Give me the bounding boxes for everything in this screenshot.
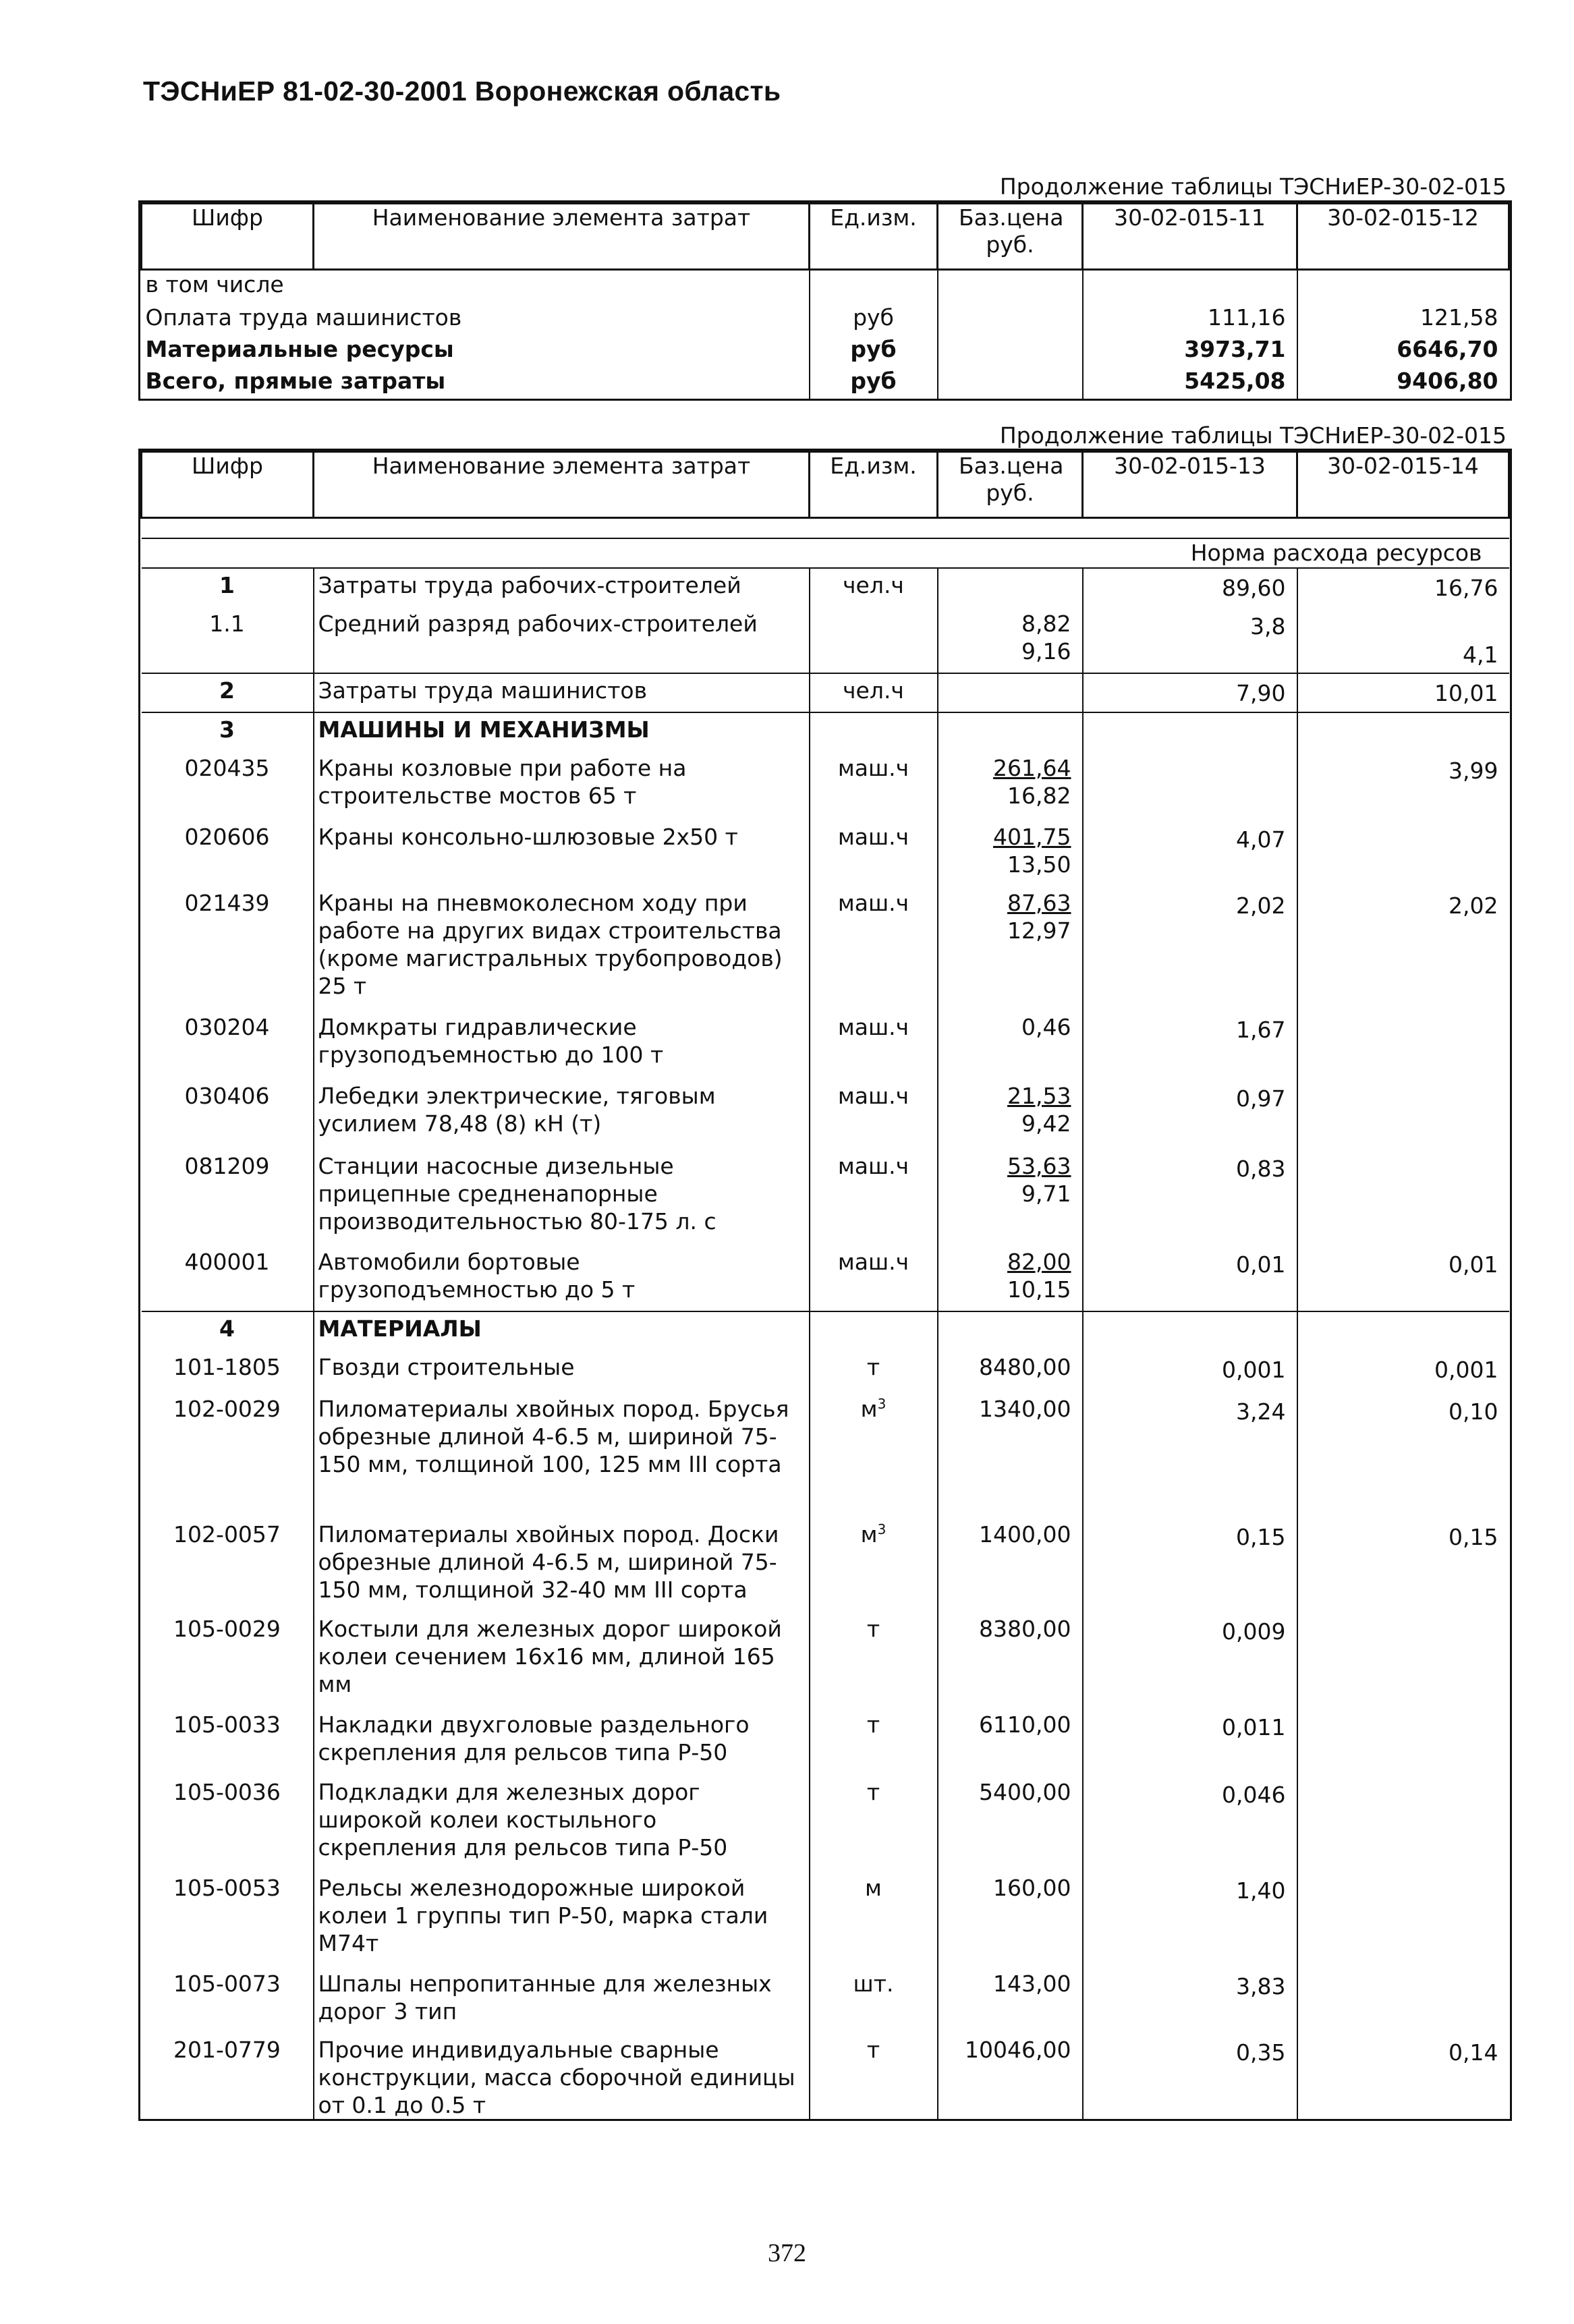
unit-cell — [810, 1311, 938, 1351]
price-cell — [938, 752, 1083, 820]
price-value: 21,53 — [1007, 1082, 1071, 1109]
norm-value — [1297, 1708, 1509, 1776]
header-row — [142, 452, 1509, 518]
row-name: Затраты труда рабочих-строителей — [314, 568, 810, 607]
norm-value: 7,90 — [1083, 673, 1297, 712]
table-row — [142, 820, 1509, 886]
norm-value — [1297, 1079, 1509, 1150]
table-row — [142, 886, 1509, 1011]
column-header: Ед.изм. — [810, 452, 938, 518]
norm-value: 2,02 — [1297, 886, 1509, 1011]
norm-value: 0,35 — [1083, 2033, 1297, 2119]
row-code: 105-0033 — [173, 1711, 281, 1738]
unit-text: шт. — [853, 1970, 894, 1997]
price-cell — [938, 270, 1083, 304]
row-name: Краны консольно-шлюзовые 2х50 т — [314, 820, 810, 886]
row-code: 020606 — [184, 823, 270, 850]
table1-caption: Продолжение таблицы ТЭСНиЕР-30-02-015 — [999, 173, 1507, 200]
value-cell: 5425,08 — [1083, 367, 1297, 399]
price-value: 87,63 — [1007, 889, 1071, 916]
norm-value: 0,009 — [1083, 1612, 1297, 1708]
table-row — [142, 712, 1509, 752]
unit-text: т — [866, 2036, 880, 2063]
unit-cell — [810, 752, 938, 820]
unit-cell — [810, 607, 938, 673]
unit-cell — [810, 1708, 938, 1776]
unit-cell — [810, 1776, 938, 1871]
row-code: 030204 — [184, 1013, 270, 1040]
norm-value: 0,01 — [1297, 1245, 1509, 1311]
row-code: 102-0057 — [173, 1521, 281, 1548]
unit-cell — [810, 1392, 938, 1518]
price-cell — [938, 673, 1083, 712]
price-secondary: 10,15 — [1007, 1276, 1071, 1303]
column-header: Баз.цена руб. — [938, 204, 1083, 270]
unit-text: маш.ч — [837, 1248, 909, 1275]
table-row — [142, 1518, 1509, 1612]
table-row — [142, 1708, 1509, 1776]
unit-text: чел.ч — [843, 677, 904, 704]
price-cell — [938, 712, 1083, 752]
page-number: 372 — [768, 2239, 806, 2267]
price-value: 6110,00 — [979, 1711, 1071, 1738]
value-cell: 9406,80 — [1297, 367, 1509, 399]
price-cell — [938, 1967, 1083, 2033]
unit-text: т — [866, 1711, 880, 1738]
unit-text: маш.ч — [837, 1152, 909, 1179]
unit-cell — [810, 820, 938, 886]
norm-value: 0,046 — [1083, 1776, 1297, 1871]
unit-cell — [810, 673, 938, 712]
row-name: Лебедки электрические, тяговым усилием 78,48 (8) кН (т) — [314, 1079, 810, 1150]
norm-value: 0,15 — [1083, 1518, 1297, 1612]
price-value: 1340,00 — [979, 1395, 1071, 1422]
table-row — [142, 1150, 1509, 1245]
price-cell — [938, 1776, 1083, 1871]
price-cell — [938, 1351, 1083, 1392]
row-name: Автомобили бортовые грузоподъемностью до 5 т — [314, 1245, 810, 1311]
price-cell — [938, 1392, 1083, 1518]
price-cell — [938, 335, 1083, 367]
row-name: Затраты труда машинистов — [314, 673, 810, 712]
row-name: Пиломатериалы хвойных пород. Доски обрезные длиной 4-6.5 м, шириной 75-150 мм, толщиной 32-40 мм III сорта — [314, 1518, 810, 1612]
price-cell — [938, 1079, 1083, 1150]
unit-cell — [810, 568, 938, 607]
resources-table — [140, 451, 1510, 2119]
table-row — [142, 1311, 1509, 1351]
summary-table — [140, 202, 1510, 399]
row-code: 105-0036 — [173, 1778, 281, 1805]
unit-cell: руб — [810, 367, 938, 399]
price-value: 8480,00 — [979, 1353, 1071, 1380]
table-row — [142, 367, 1509, 399]
norm-value — [1083, 1311, 1297, 1351]
row-name: МАШИНЫ И МЕХАНИЗМЫ — [314, 712, 810, 752]
price-cell — [938, 2033, 1083, 2119]
norm-value: 0,01 — [1083, 1245, 1297, 1311]
row-code: 105-0073 — [173, 1970, 281, 1997]
norm-value: 10,01 — [1297, 673, 1509, 712]
price-cell — [938, 1245, 1083, 1311]
norm-value — [1083, 752, 1297, 820]
column-header: 30-02-015-14 — [1297, 452, 1509, 518]
unit-text: чел.ч — [843, 571, 904, 598]
price-value: 261,64 — [993, 754, 1071, 781]
row-name: Гвозди строительные — [314, 1351, 810, 1392]
unit-text: маш.ч — [837, 1082, 909, 1109]
norm-value: 3,83 — [1083, 1967, 1297, 2033]
header-row — [142, 204, 1509, 270]
norm-value — [1297, 1612, 1509, 1708]
unit-text: маш.ч — [837, 823, 909, 850]
price-value: 160,00 — [993, 1874, 1071, 1901]
column-header: Наименование элемента затрат — [314, 452, 810, 518]
row-code: 2 — [142, 673, 314, 712]
unit-cell — [810, 712, 938, 752]
unit-text: т — [866, 1615, 880, 1642]
row-label: Материальные ресурсы — [145, 335, 454, 362]
table-row — [142, 335, 1509, 367]
norm-value: 89,60 — [1083, 568, 1297, 607]
row-code: 105-0029 — [173, 1615, 281, 1642]
value-cell: 6646,70 — [1297, 335, 1509, 367]
unit-text: м — [860, 1395, 878, 1422]
row-name: Домкраты гидравлические грузоподъемностью до 100 т — [314, 1011, 810, 1079]
row-name: Краны на пневмоколесном ходу при работе на других видах строительства (кроме магистральных трубопроводов) 25 т — [314, 886, 810, 1011]
row-code: 4 — [142, 1311, 314, 1351]
price-secondary: 9,16 — [1021, 637, 1071, 664]
table-row — [142, 1776, 1509, 1871]
row-code: 030406 — [184, 1082, 270, 1109]
unit-cell: руб — [810, 304, 938, 335]
norm-value: 0,14 — [1297, 2033, 1509, 2119]
row-name: Пиломатериалы хвойных пород. Брусья обрезные длиной 4-6.5 м, шириной 75-150 мм, толщиной 100, 125 мм III сорта — [314, 1392, 810, 1518]
price-secondary: 12,97 — [1007, 917, 1071, 944]
column-header: Ед.изм. — [810, 204, 938, 270]
row-name: Костыли для железных дорог широкой колеи сечением 16х16 мм, длиной 165 мм — [314, 1612, 810, 1708]
norm-value: 0,10 — [1297, 1392, 1509, 1518]
row-name: Накладки двухголовые раздельного скрепления для рельсов типа Р-50 — [314, 1708, 810, 1776]
norm-value — [1297, 1311, 1509, 1351]
row-code: 081209 — [184, 1152, 270, 1179]
row-name: Подкладки для железных дорог широкой колеи костыльного скрепления для рельсов типа Р-50 — [314, 1776, 810, 1871]
norm-value — [1297, 1011, 1509, 1079]
price-value: 1400,00 — [979, 1521, 1071, 1548]
norm-value: 3,8 — [1083, 607, 1297, 673]
column-header: Баз.цена руб. — [938, 452, 1083, 518]
row-code: 1 — [142, 568, 314, 607]
price-secondary: 13,50 — [1007, 851, 1071, 878]
row-code: 021439 — [184, 889, 270, 916]
norm-value: 0,001 — [1297, 1351, 1509, 1392]
norm-value — [1297, 1967, 1509, 2033]
table-row — [142, 1351, 1509, 1392]
price-cell — [938, 367, 1083, 399]
norm-value: 1,67 — [1083, 1011, 1297, 1079]
unit-text: маш.ч — [837, 1013, 909, 1040]
table-row — [142, 1967, 1509, 2033]
column-header: Шифр — [142, 204, 314, 270]
row-label: Оплата труда машинистов — [145, 304, 462, 331]
norm-value — [1083, 712, 1297, 752]
row-label: в том числе — [145, 271, 284, 297]
table-row — [142, 1245, 1509, 1311]
norm-value: 0,83 — [1083, 1150, 1297, 1245]
norm-value — [1297, 712, 1509, 752]
row-code: 105-0053 — [173, 1874, 281, 1901]
table-row — [142, 1871, 1509, 1967]
price-cell — [938, 1612, 1083, 1708]
row-code: 201-0779 — [173, 2036, 281, 2063]
document-title: ТЭСНиЕР 81-02-30-2001 Воронежская область — [143, 76, 781, 107]
norm-value — [1297, 820, 1509, 886]
table2-caption: Продолжение таблицы ТЭСНиЕР-30-02-015 — [999, 422, 1507, 449]
unit-text: т — [866, 1353, 880, 1380]
price-secondary: 9,42 — [1021, 1110, 1071, 1137]
norm-value — [1297, 1871, 1509, 1967]
price-cell — [938, 1708, 1083, 1776]
norm-value: 16,76 — [1297, 568, 1509, 607]
unit-cell — [810, 270, 938, 304]
price-cell — [938, 568, 1083, 607]
table-row — [142, 1079, 1509, 1150]
table-row — [142, 752, 1509, 820]
row-code: 1.1 — [209, 610, 245, 637]
price-value: 10046,00 — [965, 2036, 1071, 2063]
unit-cell — [810, 1518, 938, 1612]
column-header: 30-02-015-12 — [1297, 204, 1509, 270]
table-row — [142, 607, 1509, 673]
unit-cell — [810, 1011, 938, 1079]
price-cell — [938, 1150, 1083, 1245]
row-code: 020435 — [184, 754, 270, 781]
row-code: 3 — [142, 712, 314, 752]
norm-label: Норма расхода ресурсов — [142, 538, 1509, 568]
unit-cell — [810, 1245, 938, 1311]
row-name: Прочие индивидуальные сварные конструкции, масса сборочной единицы от 0.1 до 0.5 т — [314, 2033, 810, 2119]
unit-cell — [810, 1612, 938, 1708]
norm-value — [1297, 1776, 1509, 1871]
norm-value — [1297, 1150, 1509, 1245]
unit-text: м — [860, 1521, 878, 1548]
row-code: 102-0029 — [173, 1395, 281, 1422]
unit-text: маш.ч — [837, 754, 909, 781]
row-name: Средний разряд рабочих-строителей — [314, 607, 810, 673]
price-secondary: 16,82 — [1007, 782, 1071, 809]
price-value: 53,63 — [1007, 1152, 1071, 1179]
row-name: МАТЕРИАЛЫ — [314, 1311, 810, 1351]
norm-value: 4,07 — [1083, 820, 1297, 886]
column-header: Шифр — [142, 452, 314, 518]
price-value: 8,82 — [1021, 610, 1071, 637]
unit-cell — [810, 886, 938, 1011]
unit-cell: руб — [810, 335, 938, 367]
table-row — [142, 1612, 1509, 1708]
price-value: 8380,00 — [979, 1615, 1071, 1642]
norm-value: 2,02 — [1083, 886, 1297, 1011]
unit-cell — [810, 1967, 938, 2033]
table-row — [142, 270, 1509, 304]
price-secondary: 9,71 — [1021, 1180, 1071, 1207]
spacer-cell — [142, 518, 1509, 538]
price-cell — [938, 886, 1083, 1011]
table-row — [142, 2033, 1509, 2119]
price-value: 143,00 — [993, 1970, 1071, 1997]
norm-value: 0,97 — [1083, 1079, 1297, 1150]
column-header: 30-02-015-13 — [1083, 452, 1297, 518]
value-cell — [1083, 270, 1297, 304]
spacer-row — [142, 518, 1509, 538]
price-cell — [938, 1011, 1083, 1079]
unit-cell — [810, 1871, 938, 1967]
norm-value: 0,001 — [1083, 1351, 1297, 1392]
norm-value: 3,99 — [1297, 752, 1509, 820]
price-cell — [938, 1311, 1083, 1351]
unit-superscript: 3 — [877, 1521, 887, 1537]
row-name: Краны козловые при работе на строительстве мостов 65 т — [314, 752, 810, 820]
norm-value: 0,011 — [1083, 1708, 1297, 1776]
value-cell: 111,16 — [1083, 304, 1297, 335]
value-cell: 3973,71 — [1083, 335, 1297, 367]
unit-cell — [810, 1150, 938, 1245]
row-code: 400001 — [184, 1248, 270, 1275]
row-name: Рельсы железнодорожные широкой колеи 1 группы тип Р-50, марка стали М74т — [314, 1871, 810, 1967]
unit-superscript: 3 — [877, 1395, 887, 1412]
table-row — [142, 1392, 1509, 1518]
price-cell — [938, 1871, 1083, 1967]
norm-value: 3,24 — [1083, 1392, 1297, 1518]
value-cell — [1297, 270, 1509, 304]
row-name: Шпалы непропитанные для железных дорог 3 тип — [314, 1967, 810, 2033]
unit-text: т — [866, 1778, 880, 1805]
price-value: 5400,00 — [979, 1778, 1071, 1805]
norm-value: 0,15 — [1297, 1518, 1509, 1612]
norm-value: 1,40 — [1083, 1871, 1297, 1967]
table-row — [142, 673, 1509, 712]
unit-text: м — [865, 1874, 882, 1901]
table-row — [142, 304, 1509, 335]
table-row — [142, 568, 1509, 607]
column-header: Наименование элемента затрат — [314, 204, 810, 270]
row-name: Станции насосные дизельные прицепные средненапорные производительностью 80-175 л. с — [314, 1150, 810, 1245]
unit-cell — [810, 2033, 938, 2119]
unit-text: маш.ч — [837, 889, 909, 916]
price-value: 401,75 — [993, 823, 1071, 850]
price-value: 0,46 — [1021, 1013, 1071, 1040]
price-cell — [938, 304, 1083, 335]
unit-cell — [810, 1351, 938, 1392]
table-row — [142, 1011, 1509, 1079]
norm-value: 4,1 — [1297, 607, 1509, 673]
row-code: 101-1805 — [173, 1353, 281, 1380]
price-cell — [938, 607, 1083, 673]
price-cell — [938, 1518, 1083, 1612]
row-label: Всего, прямые затраты — [145, 367, 446, 394]
unit-cell — [810, 1079, 938, 1150]
price-value: 82,00 — [1007, 1248, 1071, 1275]
value-cell: 121,58 — [1297, 304, 1509, 335]
column-header: 30-02-015-11 — [1083, 204, 1297, 270]
norm-row — [142, 538, 1509, 568]
price-cell — [938, 820, 1083, 886]
